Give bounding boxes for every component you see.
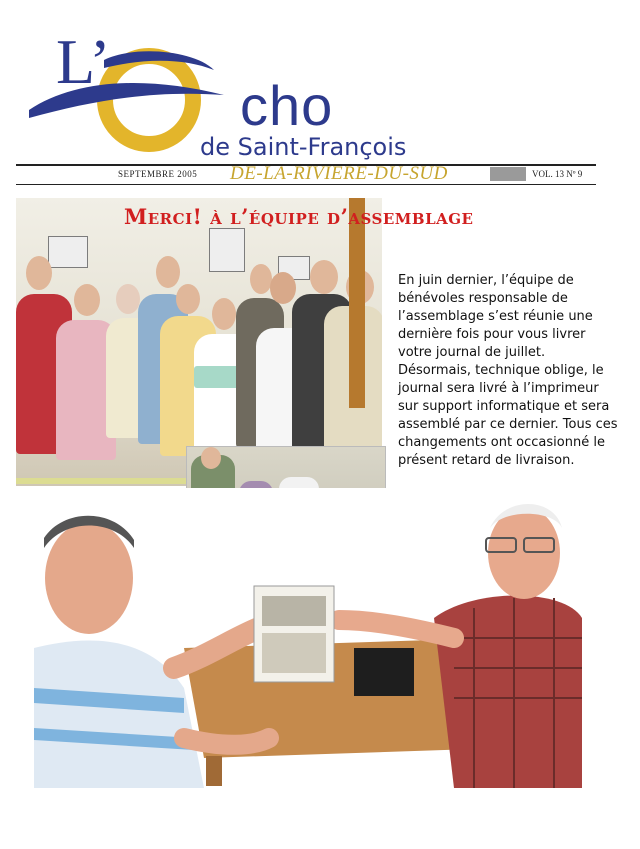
logo-cho-text: cho <box>240 74 334 137</box>
issue-date: SEPTEMBRE 2005 <box>118 169 198 179</box>
volume-number: VOL. 13 Nº 9 <box>532 169 583 179</box>
group-photo <box>16 198 382 486</box>
person-head <box>156 256 180 288</box>
wall-frame <box>48 236 88 268</box>
masthead-bottom-rule <box>16 184 596 185</box>
article-headline: Merci! à l’équipe d’assemblage <box>124 204 474 229</box>
bottom-photo <box>34 488 582 788</box>
person-head <box>116 284 140 314</box>
person-head <box>26 256 52 290</box>
logo-subtitle: de Saint-François <box>200 133 407 161</box>
person-head <box>270 272 296 304</box>
person-head <box>310 260 338 294</box>
person-head <box>74 284 100 316</box>
person-head <box>176 284 200 314</box>
person-head <box>212 298 236 330</box>
logo-swoosh-graphic <box>24 40 224 160</box>
person-head <box>201 447 221 469</box>
masthead-gray-block <box>490 167 526 181</box>
logo-letter-l: L’ <box>56 26 111 97</box>
region-name: DE-LA-RIVIERE-DU-SUD <box>230 163 448 184</box>
doorframe <box>349 198 365 408</box>
person-head <box>250 264 272 294</box>
wall-frame <box>209 228 245 272</box>
photo-caption-bar <box>16 478 186 484</box>
article-body: En juin dernier, l’équipe de bénévoles responsable de l’assemblage s’est réunie une dernière fois pour vous livrer votre journal de juillet. Désormais, technique oblige, le journal sera livré à l’imprimeur sur support informatique et sera assemblé par ce dernier. Tous ces changements ont occasionné le présent retard de livraison. <box>398 273 618 468</box>
